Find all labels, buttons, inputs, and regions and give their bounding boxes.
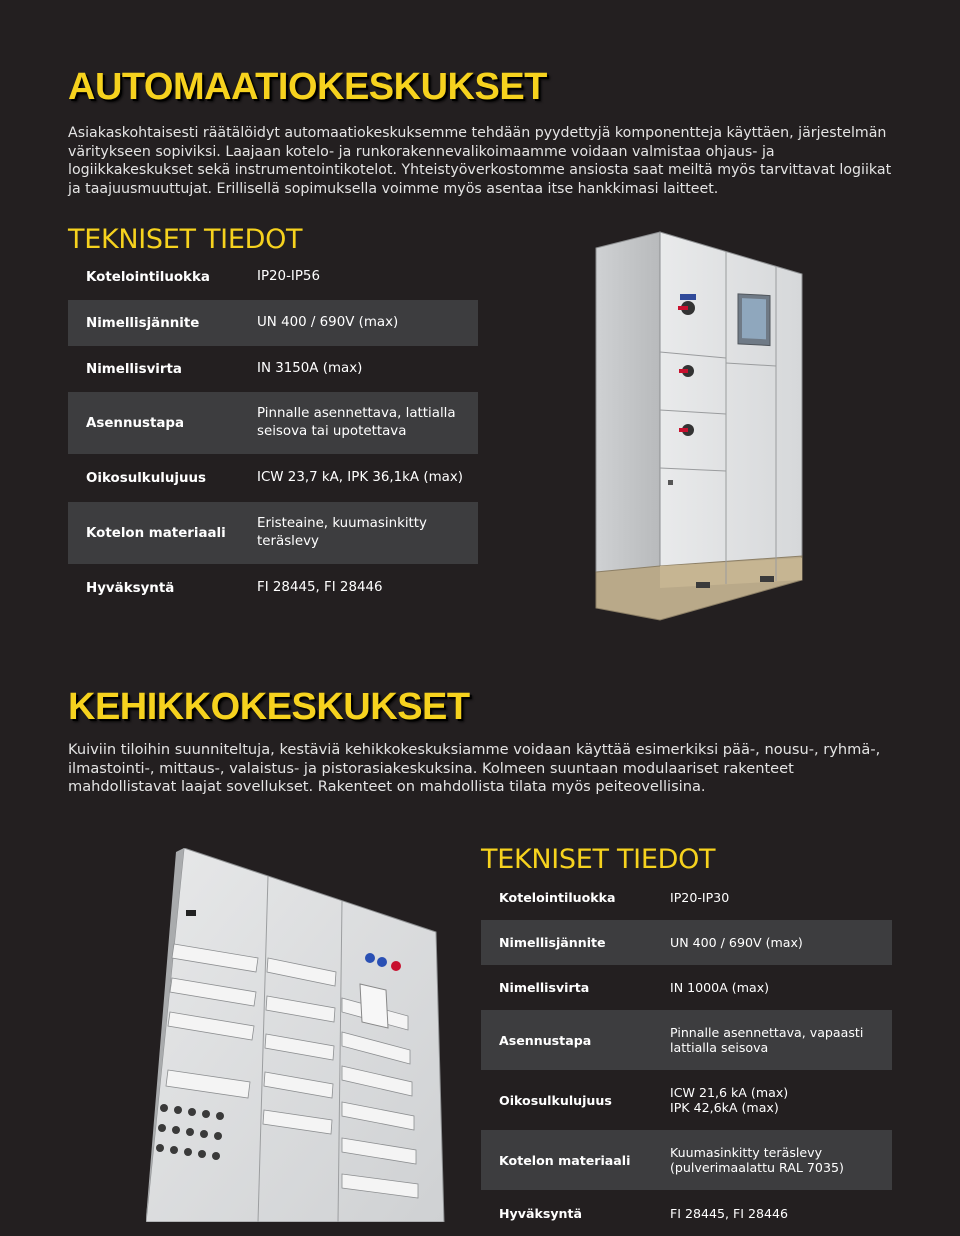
- spec-key: Kotelon materiaali: [499, 1152, 631, 1168]
- spec-key: Nimellisjännite: [499, 935, 606, 950]
- spec-value: Eristeaine, kuumasinkitty teräslevy: [257, 516, 427, 549]
- spec-key: Kotelointiluokka: [86, 269, 210, 285]
- spec-value: Pinnalle asennettava, vapaasti lattialla seisova: [670, 1025, 864, 1055]
- section2-specs-title: TEKNISET TIEDOT: [481, 844, 716, 875]
- spec-value: FI 28445, FI 28446: [670, 1205, 789, 1221]
- spec-row: [481, 1010, 892, 1070]
- spec-value: IP20-IP56: [257, 269, 320, 284]
- spec-value: ICW 21,6 kA (max) IPK 42,6kA (max): [670, 1085, 789, 1115]
- spec-key: Nimellisvirta: [86, 361, 182, 377]
- spec-row: [68, 564, 478, 612]
- spec-row: [481, 1130, 892, 1190]
- spec-value: IN 1000A (max): [670, 980, 770, 995]
- spec-key: Oikosulkulujuus: [86, 470, 206, 486]
- section1-title: AUTOMAATIOKESKUKSET: [68, 66, 547, 108]
- spec-value: IN 3150A (max): [257, 361, 363, 376]
- spec-value: IP20-IP30: [670, 890, 730, 905]
- section1-specs-title: TEKNISET TIEDOT: [68, 224, 303, 255]
- spec-value: ICW 23,7 kA, IPK 36,1kA (max): [257, 470, 463, 485]
- spec-row: [68, 254, 478, 300]
- spec-key: Asennustapa: [499, 1032, 592, 1048]
- spec-row: [68, 502, 478, 564]
- spec-key: Hyväksyntä: [499, 1205, 583, 1221]
- spec-value: UN 400 / 690V (max): [257, 315, 399, 330]
- spec-row: [68, 346, 478, 392]
- section2-specs-table: [481, 875, 892, 1236]
- spec-value: Kuumasinkitty teräslevy (pulverimaalattu RAL 7035): [670, 1145, 844, 1175]
- automation-cabinet-image: [588, 228, 810, 626]
- spec-row: [481, 920, 892, 965]
- spec-key: Hyväksyntä: [86, 580, 175, 596]
- spec-key: Kotelointiluokka: [499, 890, 616, 905]
- section1-intro: Asiakaskohtaisesti räätälöidyt automaatiokeskuksemme tehdään pyydettyjä komponentteja käyttäen, järjestelmän väritykseen sopiviksi. Laajaan kotelo- ja runkorakennevalikoimaamme voidaan valmistaa ohjaus- ja logiikkakeskukset sekä instrumentointikotelot. Yhteistyöverkostomme ansiosta saat meiltä myös tarvittavat logiikat ja taajuusmuuttujat. Erillisellä sopimuksella voimme myös asentaa itse hankkimasi laitteet.: [68, 125, 892, 197]
- spec-key: Nimellisjännite: [86, 315, 200, 331]
- spec-value: FI 28445, FI 28446: [257, 580, 383, 595]
- spec-key: Asennustapa: [86, 415, 185, 431]
- spec-row: [481, 965, 892, 1010]
- spec-row: [68, 454, 478, 502]
- spec-row: [68, 300, 478, 346]
- spec-key: Oikosulkulujuus: [499, 1092, 612, 1108]
- spec-row: [481, 875, 892, 920]
- section1-specs-table: [68, 254, 478, 612]
- spec-row: [68, 392, 478, 454]
- section2-title: KEHIKKOKESKUKSET: [68, 686, 470, 728]
- spec-key: Kotelon materiaali: [86, 525, 226, 541]
- spec-value: Pinnalle asennettava, lattialla seisova tai upotettava: [257, 406, 456, 439]
- spec-key: Nimellisvirta: [499, 980, 590, 995]
- section2-intro: Kuiviin tiloihin suunniteltuja, kestäviä kehikkokeskuksiamme voidaan käyttää esimerkiksi pää-, nousu-, ryhmä-, ilmastointi-, mittaus-, valaistus- ja pistorasiakeskuksina. Kolmeen suuntaan modulaariset rakenteet mahdollistavat laajat sovellukset. Rakenteet on mahdollista tilata myös peiteovellisina.: [68, 741, 881, 796]
- frame-switchboard-image: [146, 848, 450, 1222]
- spec-row: [481, 1190, 892, 1236]
- spec-row: [481, 1070, 892, 1130]
- spec-value: UN 400 / 690V (max): [670, 935, 803, 950]
